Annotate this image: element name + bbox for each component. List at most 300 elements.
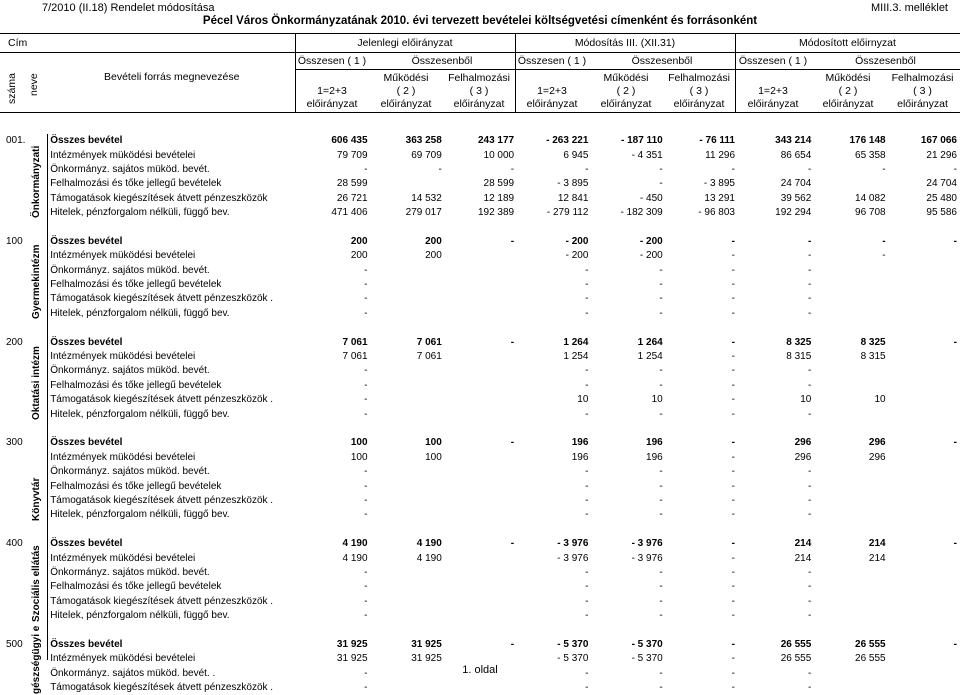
value-cell: 96 708: [855, 207, 886, 219]
value-cell: -: [731, 163, 735, 175]
row-label: Hitelek, pénzforgalom nélküli, függő bev.: [50, 509, 230, 521]
value-cell: [445, 264, 517, 278]
value-cell: - 187 110: [620, 135, 663, 147]
value-cell: 4 190: [416, 538, 442, 550]
value-cell: -: [364, 163, 368, 175]
value-cell: [445, 407, 517, 421]
value-cell: 8 315: [860, 351, 886, 363]
value-cell: 14 082: [855, 192, 886, 204]
value-cell: 79 709: [336, 149, 368, 161]
spacer-row: [0, 220, 960, 234]
value-cell: - 96 803: [698, 207, 735, 219]
value-cell: [445, 292, 517, 306]
value-cell: -: [510, 638, 515, 650]
row-label: Intézmények müködési bevételei: [50, 451, 196, 463]
value-cell: 296: [868, 451, 886, 463]
header-col3: ( 3 ): [469, 85, 489, 97]
value-cell: -: [659, 163, 663, 175]
value-cell: [814, 278, 888, 292]
value-cell: 192 389: [477, 207, 515, 219]
value-cell: -: [731, 595, 735, 607]
row-label: Hitelek, pénzforgalom nélküli, függő bev.: [50, 307, 230, 319]
value-cell: -: [731, 538, 735, 550]
header-szama: száma: [6, 73, 18, 104]
value-cell: -: [731, 494, 735, 506]
value-cell: [371, 307, 445, 321]
value-cell: 196: [571, 437, 589, 449]
value-cell: -: [585, 595, 589, 607]
value-cell: [889, 580, 960, 594]
spacer-row: [0, 523, 960, 537]
value-cell: -: [807, 250, 812, 262]
section-name: Önkormányzati: [31, 146, 42, 219]
value-cell: [889, 566, 960, 580]
value-cell: -: [659, 307, 663, 319]
value-cell: 214: [868, 538, 886, 550]
table-row: [0, 206, 960, 220]
value-cell: [445, 681, 517, 695]
header-total: Összesen ( 1 ): [517, 55, 587, 67]
row-label: Összes bevétel: [50, 135, 123, 147]
value-cell: [371, 508, 445, 522]
value-cell: [889, 609, 960, 623]
table-row: [0, 494, 960, 508]
section-code: 001.: [6, 135, 26, 147]
value-cell: - 263 221: [546, 135, 589, 147]
value-cell: -: [731, 566, 735, 578]
header-of-which: Összesenből: [855, 55, 916, 67]
value-cell: [445, 393, 517, 407]
decree-reference: 7/2010 (II.18) Rendelet módosítása: [42, 2, 215, 14]
row-label: Intézmények müködési bevételei: [50, 351, 196, 363]
table-row: [0, 148, 960, 162]
value-cell: -: [731, 264, 735, 276]
value-cell: 26 555: [780, 638, 812, 650]
value-cell: 28 599: [336, 178, 368, 190]
section-code: 500: [6, 638, 23, 650]
value-cell: [889, 407, 960, 421]
header-group-modified: Módosított előirnyzat: [799, 37, 896, 49]
header-col3: ( 3 ): [913, 85, 932, 97]
section-name: gészségügyi e: [31, 625, 42, 694]
header-appropriation: előirányzat: [747, 98, 799, 110]
row-label: Önkormányz. sajátos müköd. bevét.: [50, 163, 210, 175]
value-cell: -: [585, 379, 589, 391]
value-cell: -: [731, 451, 735, 463]
value-cell: -: [807, 293, 812, 305]
value-cell: 606 435: [331, 135, 368, 147]
value-cell: - 3 976: [557, 552, 589, 564]
value-cell: [445, 508, 517, 522]
value-cell: 4 190: [342, 538, 368, 550]
value-cell: [889, 307, 960, 321]
value-cell: 196: [571, 451, 589, 463]
table-row: [0, 350, 960, 364]
value-cell: [889, 249, 960, 263]
table-row: [0, 292, 960, 306]
value-cell: 10 000: [483, 149, 515, 161]
value-cell: [445, 249, 517, 263]
value-cell: -: [585, 667, 589, 679]
row-label: Önkormányz. sajátos müköd. bevét. .: [50, 667, 216, 679]
header-capital: Felhalmozási: [668, 72, 730, 84]
spacer-row: [0, 623, 960, 637]
value-cell: 21 296: [926, 149, 957, 161]
value-cell: 100: [350, 437, 368, 449]
value-cell: 200: [425, 235, 442, 247]
row-label: Támogatások kiegészítések átvett pénzeszközök: [50, 192, 268, 204]
value-cell: -: [731, 466, 735, 478]
value-cell: 100: [350, 451, 368, 463]
total-row: [0, 638, 960, 652]
value-cell: - 3 976: [631, 538, 663, 550]
value-cell: [814, 264, 888, 278]
value-cell: 26 555: [780, 653, 812, 665]
value-cell: -: [510, 235, 515, 247]
value-cell: [889, 350, 960, 364]
header-col3: ( 3 ): [689, 85, 709, 97]
value-cell: [371, 292, 445, 306]
section-code: 400: [6, 538, 23, 550]
revenue-table: [0, 134, 960, 695]
value-cell: [814, 566, 888, 580]
value-cell: 10: [651, 394, 663, 406]
row-label: Támogatások kiegészítések átvett pénzeszközök .: [50, 595, 274, 607]
value-cell: -: [659, 279, 663, 291]
value-cell: -: [659, 365, 663, 377]
value-cell: 1 254: [637, 351, 663, 363]
table-row: [0, 364, 960, 378]
value-cell: -: [364, 466, 368, 478]
value-cell: [445, 551, 517, 565]
value-cell: -: [731, 250, 735, 262]
value-cell: [371, 177, 445, 191]
value-cell: 471 406: [331, 207, 368, 219]
header-appropriation: előirányzat: [380, 98, 432, 110]
value-cell: 26 721: [336, 192, 368, 204]
value-cell: 296: [868, 437, 886, 449]
value-cell: -: [807, 667, 812, 679]
value-cell: [889, 681, 960, 695]
table-row: [0, 407, 960, 421]
value-cell: -: [585, 566, 589, 578]
value-cell: [889, 278, 960, 292]
value-cell: -: [807, 408, 812, 420]
row-label: Támogatások kiegészítések átvett pénzeszközök .: [50, 682, 274, 694]
value-cell: -: [731, 480, 735, 492]
value-cell: -: [585, 581, 589, 593]
value-cell: [814, 364, 888, 378]
value-cell: [889, 494, 960, 508]
header-capital: Felhalmozási: [448, 72, 510, 84]
value-cell: 200: [350, 235, 368, 247]
value-cell: [814, 508, 888, 522]
value-cell: - 200: [565, 235, 589, 247]
header-col2: ( 2 ): [838, 85, 858, 97]
header-appropriation: előirányzat: [453, 98, 505, 110]
value-cell: [814, 479, 888, 493]
value-cell: [371, 609, 445, 623]
value-cell: - 200: [639, 235, 663, 247]
value-cell: -: [807, 566, 812, 578]
value-cell: -: [731, 408, 735, 420]
header-group-current: Jelenlegi előirányzat: [357, 37, 453, 49]
value-cell: 214: [868, 552, 886, 564]
value-cell: - 279 112: [546, 207, 589, 219]
value-cell: [371, 595, 445, 609]
value-cell: -: [510, 336, 515, 348]
value-cell: 95 586: [926, 207, 957, 219]
header-col2: ( 2 ): [396, 85, 416, 97]
value-cell: 7 061: [342, 336, 368, 348]
value-cell: 26 555: [855, 638, 886, 650]
value-cell: 296: [794, 437, 812, 449]
value-cell: 200: [350, 250, 368, 262]
value-cell: [445, 307, 517, 321]
value-cell: - 182 309: [620, 207, 663, 219]
value-cell: 10: [800, 394, 812, 406]
value-cell: [371, 580, 445, 594]
value-cell: -: [364, 379, 368, 391]
value-cell: 14 532: [411, 192, 442, 204]
header-neve: neve: [28, 73, 40, 96]
value-cell: 8 325: [786, 336, 812, 348]
header-operating: Működési: [383, 72, 429, 84]
value-cell: [814, 595, 888, 609]
value-cell: - 3 895: [703, 178, 735, 190]
row-label: Önkormányz. sajátos müköd. bevét.: [50, 466, 210, 478]
value-cell: [371, 566, 445, 580]
value-cell: -: [659, 509, 663, 521]
section-code: 100: [6, 235, 23, 247]
value-cell: [371, 479, 445, 493]
value-cell: - 200: [565, 250, 589, 262]
table-row: [0, 566, 960, 580]
table-row: [0, 681, 960, 695]
value-cell: - 4 351: [631, 149, 663, 161]
header-appropriation: előirányzat: [822, 98, 874, 110]
value-cell: -: [585, 264, 589, 276]
row-label: Intézmények müködési bevételei: [50, 552, 196, 564]
value-cell: [814, 494, 888, 508]
value-cell: [445, 595, 517, 609]
value-cell: -: [953, 336, 957, 348]
header-appropriation: előirányzat: [306, 98, 358, 110]
value-cell: - 5 370: [557, 653, 589, 665]
value-cell: -: [585, 279, 589, 291]
value-cell: 196: [646, 437, 663, 449]
header-appropriation: előirányzat: [526, 98, 578, 110]
value-cell: -: [659, 408, 663, 420]
value-cell: -: [659, 293, 663, 305]
value-cell: -: [364, 595, 368, 607]
table-row: [0, 278, 960, 292]
value-cell: 214: [794, 552, 812, 564]
value-cell: - 3 976: [631, 552, 663, 564]
value-cell: - 5 370: [631, 638, 663, 650]
value-cell: -: [953, 538, 957, 550]
table-row: [0, 451, 960, 465]
table-row: [0, 379, 960, 393]
value-cell: [889, 595, 960, 609]
value-cell: -: [807, 307, 812, 319]
value-cell: -: [807, 163, 812, 175]
value-cell: -: [882, 250, 886, 262]
value-cell: -: [585, 509, 589, 521]
value-cell: [814, 177, 888, 191]
value-cell: 176 148: [849, 135, 886, 147]
value-cell: [814, 307, 888, 321]
value-cell: -: [731, 653, 735, 665]
row-label: Felhalmozási és tőke jellegű bevételek: [50, 581, 222, 593]
value-cell: -: [659, 667, 663, 679]
value-cell: [445, 609, 517, 623]
value-cell: -: [731, 552, 735, 564]
value-cell: -: [731, 610, 735, 622]
value-cell: -: [364, 682, 368, 694]
value-cell: -: [659, 595, 663, 607]
value-cell: 24 704: [926, 178, 957, 190]
header-col2: ( 2 ): [616, 85, 636, 97]
value-cell: -: [585, 480, 589, 492]
value-cell: 200: [425, 250, 442, 262]
value-cell: [445, 580, 517, 594]
row-label: Felhalmozási és tőke jellegű bevételek: [50, 178, 222, 190]
value-cell: -: [364, 264, 368, 276]
value-cell: -: [585, 293, 589, 305]
value-cell: 11 296: [705, 149, 735, 161]
value-cell: -: [364, 610, 368, 622]
value-cell: -: [731, 307, 735, 319]
value-cell: -: [659, 682, 663, 694]
section-name: Szociális ellátás: [31, 544, 42, 622]
row-label: Felhalmozási és tőke jellegű bevételek: [50, 480, 222, 492]
value-cell: -: [659, 566, 663, 578]
value-cell: -: [510, 163, 515, 175]
value-cell: [371, 681, 445, 695]
value-cell: -: [659, 494, 663, 506]
annex-label: MIII.3. melléklet: [870, 2, 948, 14]
value-cell: -: [731, 509, 735, 521]
value-cell: 1 254: [563, 351, 589, 363]
value-cell: [814, 407, 888, 421]
value-cell: 7 061: [416, 336, 442, 348]
value-cell: [814, 681, 888, 695]
value-cell: -: [585, 682, 589, 694]
value-cell: 1 264: [563, 336, 589, 348]
value-cell: 12 189: [483, 192, 515, 204]
value-cell: -: [364, 408, 368, 420]
section-name: Oktatási intézm: [31, 346, 42, 420]
value-cell: 6 945: [563, 149, 589, 161]
value-cell: 279 017: [405, 207, 442, 219]
value-cell: -: [807, 610, 812, 622]
value-cell: -: [807, 235, 812, 247]
value-cell: 100: [425, 451, 442, 463]
value-cell: -: [731, 235, 735, 247]
header-appropriation: előirányzat: [897, 98, 948, 110]
header-formula: 1=2+3: [537, 85, 567, 97]
header-operating: Működési: [825, 72, 871, 84]
value-cell: 4 190: [416, 552, 442, 564]
value-cell: -: [364, 566, 368, 578]
value-cell: 26 555: [855, 653, 886, 665]
value-cell: [445, 364, 517, 378]
table-row: [0, 580, 960, 594]
value-cell: 296: [794, 451, 812, 463]
value-cell: 7 061: [416, 351, 442, 363]
value-cell: -: [731, 581, 735, 593]
value-cell: -: [882, 163, 886, 175]
value-cell: [814, 465, 888, 479]
value-cell: -: [364, 509, 368, 521]
value-cell: -: [807, 279, 812, 291]
value-cell: - 5 370: [557, 638, 589, 650]
value-cell: -: [364, 667, 368, 679]
value-cell: -: [807, 480, 812, 492]
value-cell: [445, 465, 517, 479]
value-cell: 24 704: [780, 178, 812, 190]
value-cell: - 3 895: [557, 178, 589, 190]
header-formula: 1=2+3: [758, 85, 788, 97]
row-label: Támogatások kiegészítések átvett pénzeszközök .: [50, 394, 274, 406]
value-cell: -: [953, 163, 957, 175]
row-label: Hitelek, pénzforgalom nélküli, függő bev.: [50, 408, 230, 420]
spacer-row: [0, 321, 960, 335]
total-row: [0, 537, 960, 551]
value-cell: [371, 364, 445, 378]
value-cell: -: [364, 279, 368, 291]
value-cell: -: [659, 610, 663, 622]
value-cell: -: [585, 466, 589, 478]
value-cell: [889, 465, 960, 479]
row-label: Összes bevétel: [50, 437, 123, 449]
value-cell: -: [438, 163, 442, 175]
header-operating: Működési: [603, 72, 649, 84]
value-cell: 214: [794, 538, 812, 550]
table-row: [0, 393, 960, 407]
row-label: Intézmények müködési bevételei: [50, 149, 196, 161]
value-cell: -: [882, 235, 886, 247]
value-cell: [889, 292, 960, 306]
table-row: [0, 264, 960, 278]
value-cell: [889, 393, 960, 407]
value-cell: 39 562: [780, 192, 812, 204]
value-cell: 25 480: [926, 192, 957, 204]
row-label: Felhalmozási és tőke jellegű bevételek: [50, 279, 222, 291]
value-cell: -: [659, 379, 663, 391]
row-label: Önkormányz. sajátos müköd. bevét.: [50, 264, 210, 276]
total-row: [0, 335, 960, 349]
value-cell: [889, 379, 960, 393]
table-row: [0, 307, 960, 321]
value-cell: 28 599: [483, 178, 515, 190]
value-cell: -: [807, 682, 812, 694]
table-header: [0, 33, 960, 113]
value-cell: 31 925: [411, 653, 442, 665]
value-cell: -: [659, 178, 663, 190]
value-cell: -: [731, 682, 735, 694]
value-cell: 31 925: [336, 638, 368, 650]
value-cell: -: [731, 667, 735, 679]
header-desc: Bevételi forrás megnevezése: [104, 71, 240, 83]
value-cell: -: [807, 595, 812, 607]
value-cell: [371, 264, 445, 278]
value-cell: -: [585, 408, 589, 420]
value-cell: -: [731, 279, 735, 291]
section-code: 200: [6, 336, 23, 348]
value-cell: -: [731, 293, 735, 305]
